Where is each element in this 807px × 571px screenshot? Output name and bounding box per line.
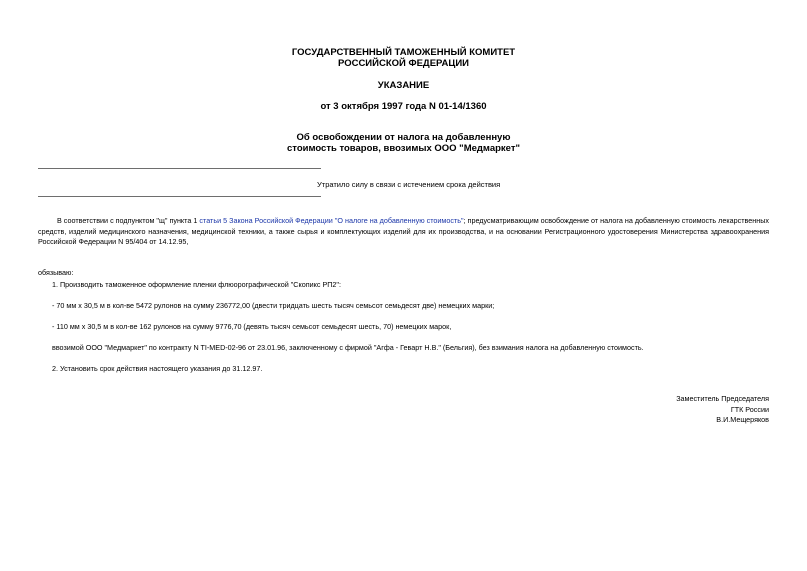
preamble-end: ; предусматривающим освобождение от налога на добавленную стоимость лекарственных средств, изделий медицинского назначения, медицинской техники, а также сырья и комплектующих изделий для их производства, и на основании Регистрационного удостоверения Министерства здравоохранения Российской Федерации N 95/404 от 14.12.95,: [38, 216, 769, 246]
item-1c: ввозимой ООО "Медмаркет" по контракту N TI-MED-02-96 от 23.01.96, заключенному с фирмой "Агфа - Геварт Н.В." (Бельгия), без взимания налога на добавленную стоимость.: [52, 343, 644, 352]
top-divider: [38, 168, 321, 169]
item-1a: - 70 мм х 30,5 м в кол-ве 5472 рулонов на сумму 236772,00 (двести тридцать шесть тысяч семьсот семьдесят две) немецких марки;: [52, 301, 495, 310]
preamble-paragraph: [38, 216, 769, 248]
subject-line-1: Об освобождении от налога на добавленную: [296, 132, 511, 143]
authority-line-2: РОССИЙСКОЙ ФЕДЕРАЦИИ: [337, 58, 469, 69]
law-article-link[interactable]: статьи 5 Закона Российской Федерации "О налоге на добавленную стоимость": [199, 216, 464, 225]
bottom-divider: [38, 196, 321, 197]
preamble-start: В соответствии с подпунктом "щ" пункта 1: [57, 216, 200, 225]
document-date-number: от 3 октября 1997 года N 01-14/1360: [320, 101, 487, 112]
authority-line-1: ГОСУДАРСТВЕННЫЙ ТАМОЖЕННЫЙ КОМИТЕТ: [291, 47, 516, 58]
oblige-line: обязываю:: [38, 268, 74, 277]
item-2: 2. Установить срок действия настоящего указания до 31.12.97.: [52, 364, 263, 373]
subject-line-2: стоимость товаров, ввозимых ООО "Медмаркет": [287, 143, 520, 154]
signatory-organization: ГТК России: [730, 404, 769, 414]
signature-block: [676, 394, 769, 426]
signatory-name: В.И.Мещеряков: [716, 415, 769, 424]
signatory-position: Заместитель Председателя: [676, 394, 769, 403]
item-1: 1. Производить таможенное оформление пленки флюорографической "Скопикс РП2":: [52, 280, 341, 289]
item-1b: - 110 мм х 30,5 м в кол-ве 162 рулонов на сумму 9776,70 (девять тысяч семьсот семьдесят шесть, 70) немецких марок,: [52, 322, 452, 331]
repeal-note: Утратило силу в связи с истечением срока действия: [317, 180, 501, 189]
document-type: УКАЗАНИЕ: [377, 80, 430, 91]
